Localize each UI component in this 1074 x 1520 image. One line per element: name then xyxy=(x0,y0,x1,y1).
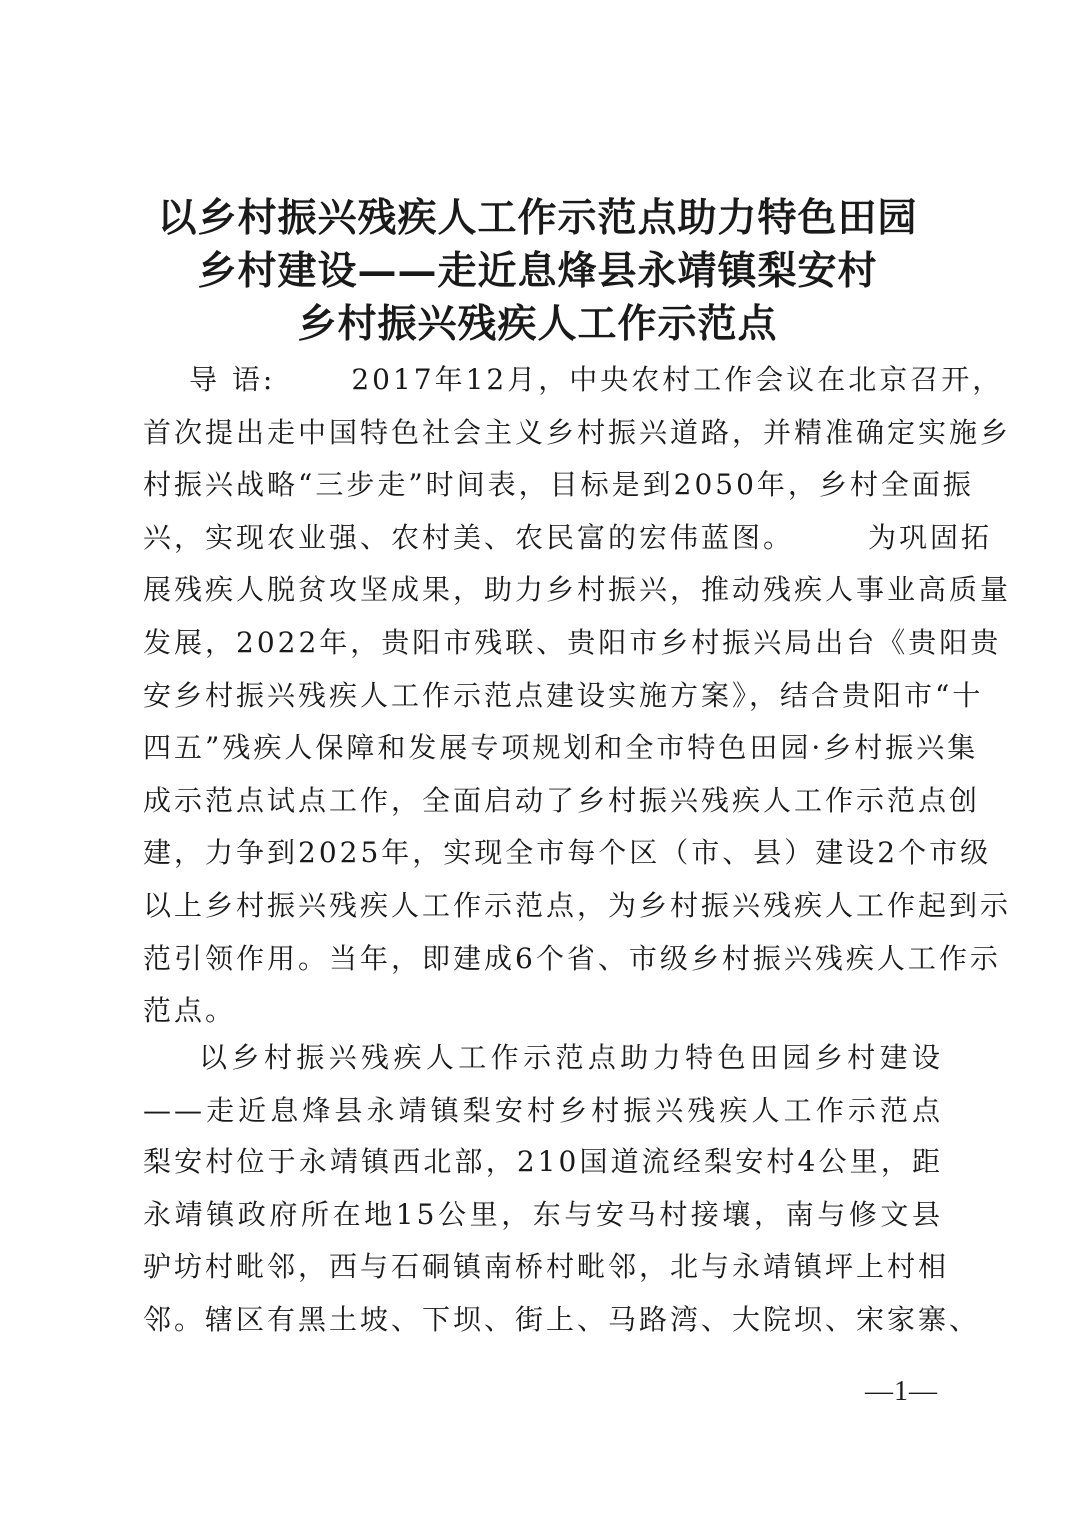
intro-line: 发展，2022年，贵阳市残联、贵阳市乡村振兴局出台《贵阳贵 xyxy=(143,625,1002,659)
subheading-line: 以乡村振兴残疾人工作示范点助力特色田园乡村建设 xyxy=(199,1041,943,1074)
intro-line: 安乡村振兴残疾人工作示范点建设实施方案》，结合贵阳市“十 xyxy=(143,678,984,712)
intro-line xyxy=(143,512,993,565)
body-line: 驴坊村毗邻，西与石硐镇南桥村毗邻，北与永靖镇坪上村相 xyxy=(143,1250,950,1284)
intro-line: 成示范点试点工作，全面启动了乡村振兴残疾人工作示范点创 xyxy=(143,783,981,817)
intro-label: 导 语: xyxy=(189,363,276,396)
document-title xyxy=(130,192,945,351)
body-line: 梨安村位于永靖镇西北部，210国道流经梨安村4公里，距 xyxy=(143,1145,943,1178)
intro-line: 范引领作用。当年，即建成6个省、市级乡村振兴残疾人工作示 xyxy=(143,941,1001,975)
subheading-paragraph xyxy=(143,1032,943,1137)
subheading-line: ——走近息烽县永靖镇梨安村乡村振兴残疾人工作示范点 xyxy=(143,1093,943,1127)
intro-line: 首次提出走中国特色社会主义乡村振兴道路，并精准确定实施乡 xyxy=(143,415,1012,449)
intro-line: 建，力争到2025年，实现全市每个区（市、县）建设2个市级 xyxy=(143,836,992,870)
title-line-2: 乡村建设——走近息烽县永靖镇梨安村 xyxy=(197,248,878,294)
body-line: 永靖镇政府所在地15公里，东与安马村接壤，南与修文县 xyxy=(143,1197,943,1231)
intro-line xyxy=(143,354,1004,407)
intro-line: 范点。 xyxy=(143,994,237,1028)
page-number: —1— xyxy=(865,1376,938,1407)
intro-line: 以上乡村振兴残疾人工作示范点，为乡村振兴残疾人工作起到示 xyxy=(143,888,1012,922)
intro-text: 2017年12月，中央农村工作会议在北京召开， xyxy=(351,363,1004,396)
title-line-3: 乡村振兴残疾人工作示范点 xyxy=(297,301,778,347)
intro-text: 为巩固拓 xyxy=(868,520,993,554)
body-line: 邻。辖区有黑土坡、下坝、街上、马路湾、大院坝、宋家寨、 xyxy=(143,1302,981,1336)
intro-line: 村振兴战略“三步走”时间表，目标是到2050年，乡村全面振 xyxy=(143,468,974,502)
title-line-1: 以乡村振兴残疾人工作示范点助力特色田园 xyxy=(157,195,918,241)
body-paragraph xyxy=(143,1136,981,1346)
intro-line: 展残疾人脱贫攻坚成果，助力乡村振兴，推动残疾人事业高质量 xyxy=(143,573,1012,607)
intro-text: 兴，实现农业强、农村美、农民富的宏伟蓝图。 xyxy=(143,520,795,554)
intro-line: 四五”残疾人保障和发展专项规划和全市特色田园·乡村振兴集 xyxy=(143,731,979,765)
intro-paragraph xyxy=(143,354,1012,1038)
